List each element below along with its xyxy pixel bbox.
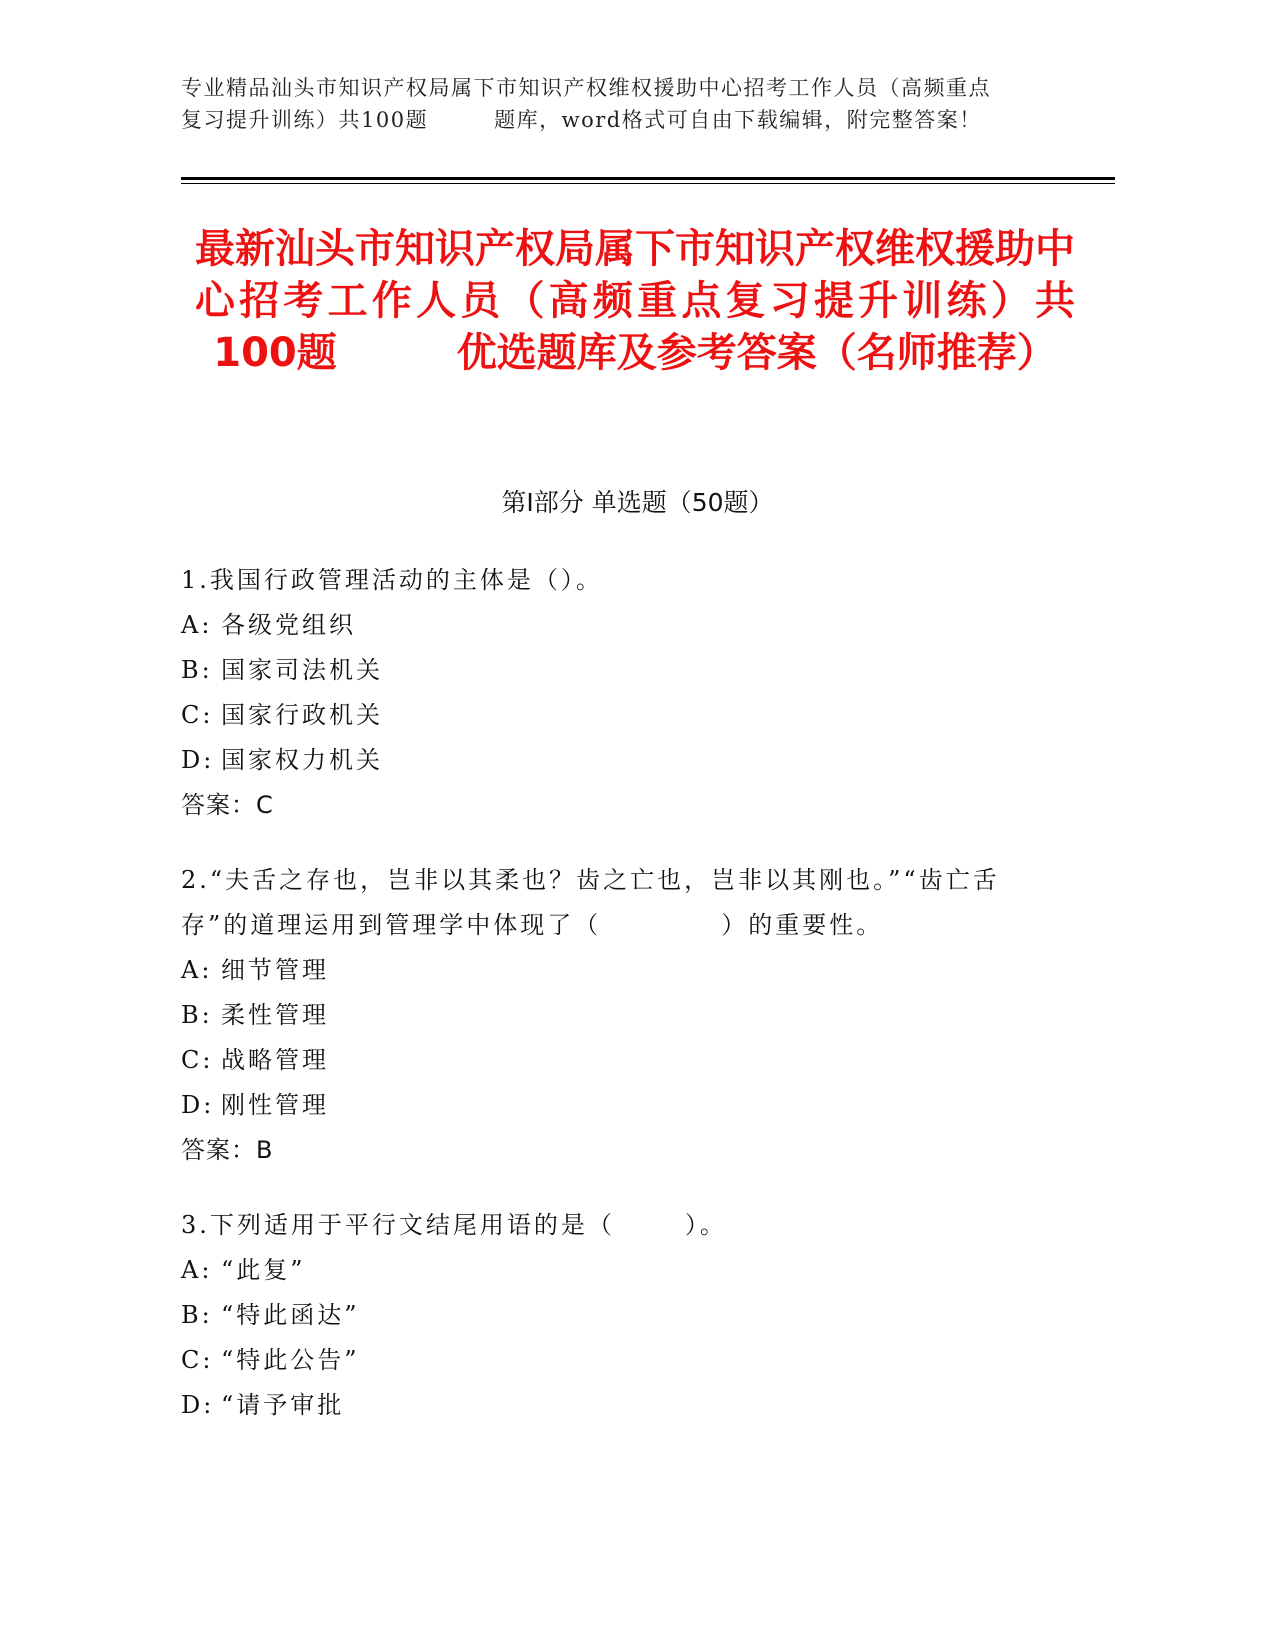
option-c [181, 1038, 1061, 1083]
question-stem-a: 2.“夫舌之存也，岂非以其柔也？齿之亡也，岂非以其刚也。”“齿亡舌存”的道理运用到管理学中体现了（ [181, 866, 1000, 939]
header-divider-thick [181, 177, 1115, 180]
option-label: A: [181, 611, 213, 639]
option-text: 柔性管理 [221, 1001, 329, 1029]
header-line-2-b: 题库，word格式可自由下载编辑，附完整答案！ [494, 108, 982, 132]
option-label: D: [181, 1391, 215, 1419]
question-stem-b: ）。 [684, 1211, 727, 1239]
document-title [195, 223, 1075, 379]
option-label: C: [181, 1346, 214, 1374]
option-label: B: [181, 1001, 213, 1029]
option-b [181, 993, 1061, 1038]
option-text: “特此公告” [221, 1346, 360, 1374]
answer-line: 答案：C [181, 791, 274, 819]
option-label: B: [181, 656, 213, 684]
question-stem-b: ）的重要性。 [721, 911, 884, 939]
header-line-1: 专业精品汕头市知识产权局属下市知识产权维权援助中心招考工作人员（高频重点 [181, 76, 991, 100]
question-3 [181, 1203, 1061, 1428]
option-label: D: [181, 1091, 215, 1119]
option-text: “特此函达” [221, 1301, 360, 1329]
question-stem [181, 858, 1061, 948]
option-text: 细节管理 [221, 956, 329, 984]
header-line-2-a: 复习提升训练）共100题 [181, 108, 429, 132]
header-line-2 [181, 104, 1081, 136]
header-divider-thin [181, 183, 1115, 184]
option-text: 国家权力机关 [221, 746, 383, 774]
answer-line: 答案：B [181, 1136, 274, 1164]
option-d [181, 1083, 1061, 1128]
option-b [181, 1293, 1061, 1338]
option-a [181, 948, 1061, 993]
option-text: 国家行政机关 [221, 701, 383, 729]
document-header [181, 72, 1081, 136]
option-label: D: [181, 746, 215, 774]
option-c [181, 693, 1061, 738]
option-text: 刚性管理 [221, 1091, 329, 1119]
option-label: A: [181, 1256, 213, 1284]
option-label: C: [181, 1046, 214, 1074]
option-a [181, 603, 1061, 648]
title-part-1: 最新汕头市知识产权局属下市知识产权维权援助中心招考工作人员（高频重点复习提升训练）共100题 [195, 226, 1075, 376]
option-label: A: [181, 956, 213, 984]
question-stem: 1.我国行政管理活动的主体是（）。 [181, 566, 603, 594]
title-part-2: 优选题库及参考答案（名师推荐） [456, 330, 1057, 376]
option-c [181, 1338, 1061, 1383]
question-stem-a: 3.下列适用于平行文结尾用语的是（ [181, 1211, 615, 1239]
question-1 [181, 558, 1061, 828]
option-text: 各级党组织 [221, 611, 356, 639]
section-heading: 第Ⅰ部分 单选题（50题） [501, 488, 774, 517]
option-d [181, 738, 1061, 783]
option-label: B: [181, 1301, 213, 1329]
option-b [181, 648, 1061, 693]
option-label: C: [181, 701, 214, 729]
option-text: “请予审批 [221, 1391, 345, 1419]
option-text: 国家司法机关 [221, 656, 383, 684]
option-text: 战略管理 [221, 1046, 329, 1074]
question-stem [181, 1203, 1061, 1248]
question-2 [181, 858, 1061, 1173]
question-list [181, 558, 1061, 1458]
option-a [181, 1248, 1061, 1293]
option-text: “此复” [221, 1256, 306, 1284]
option-d [181, 1383, 1061, 1428]
